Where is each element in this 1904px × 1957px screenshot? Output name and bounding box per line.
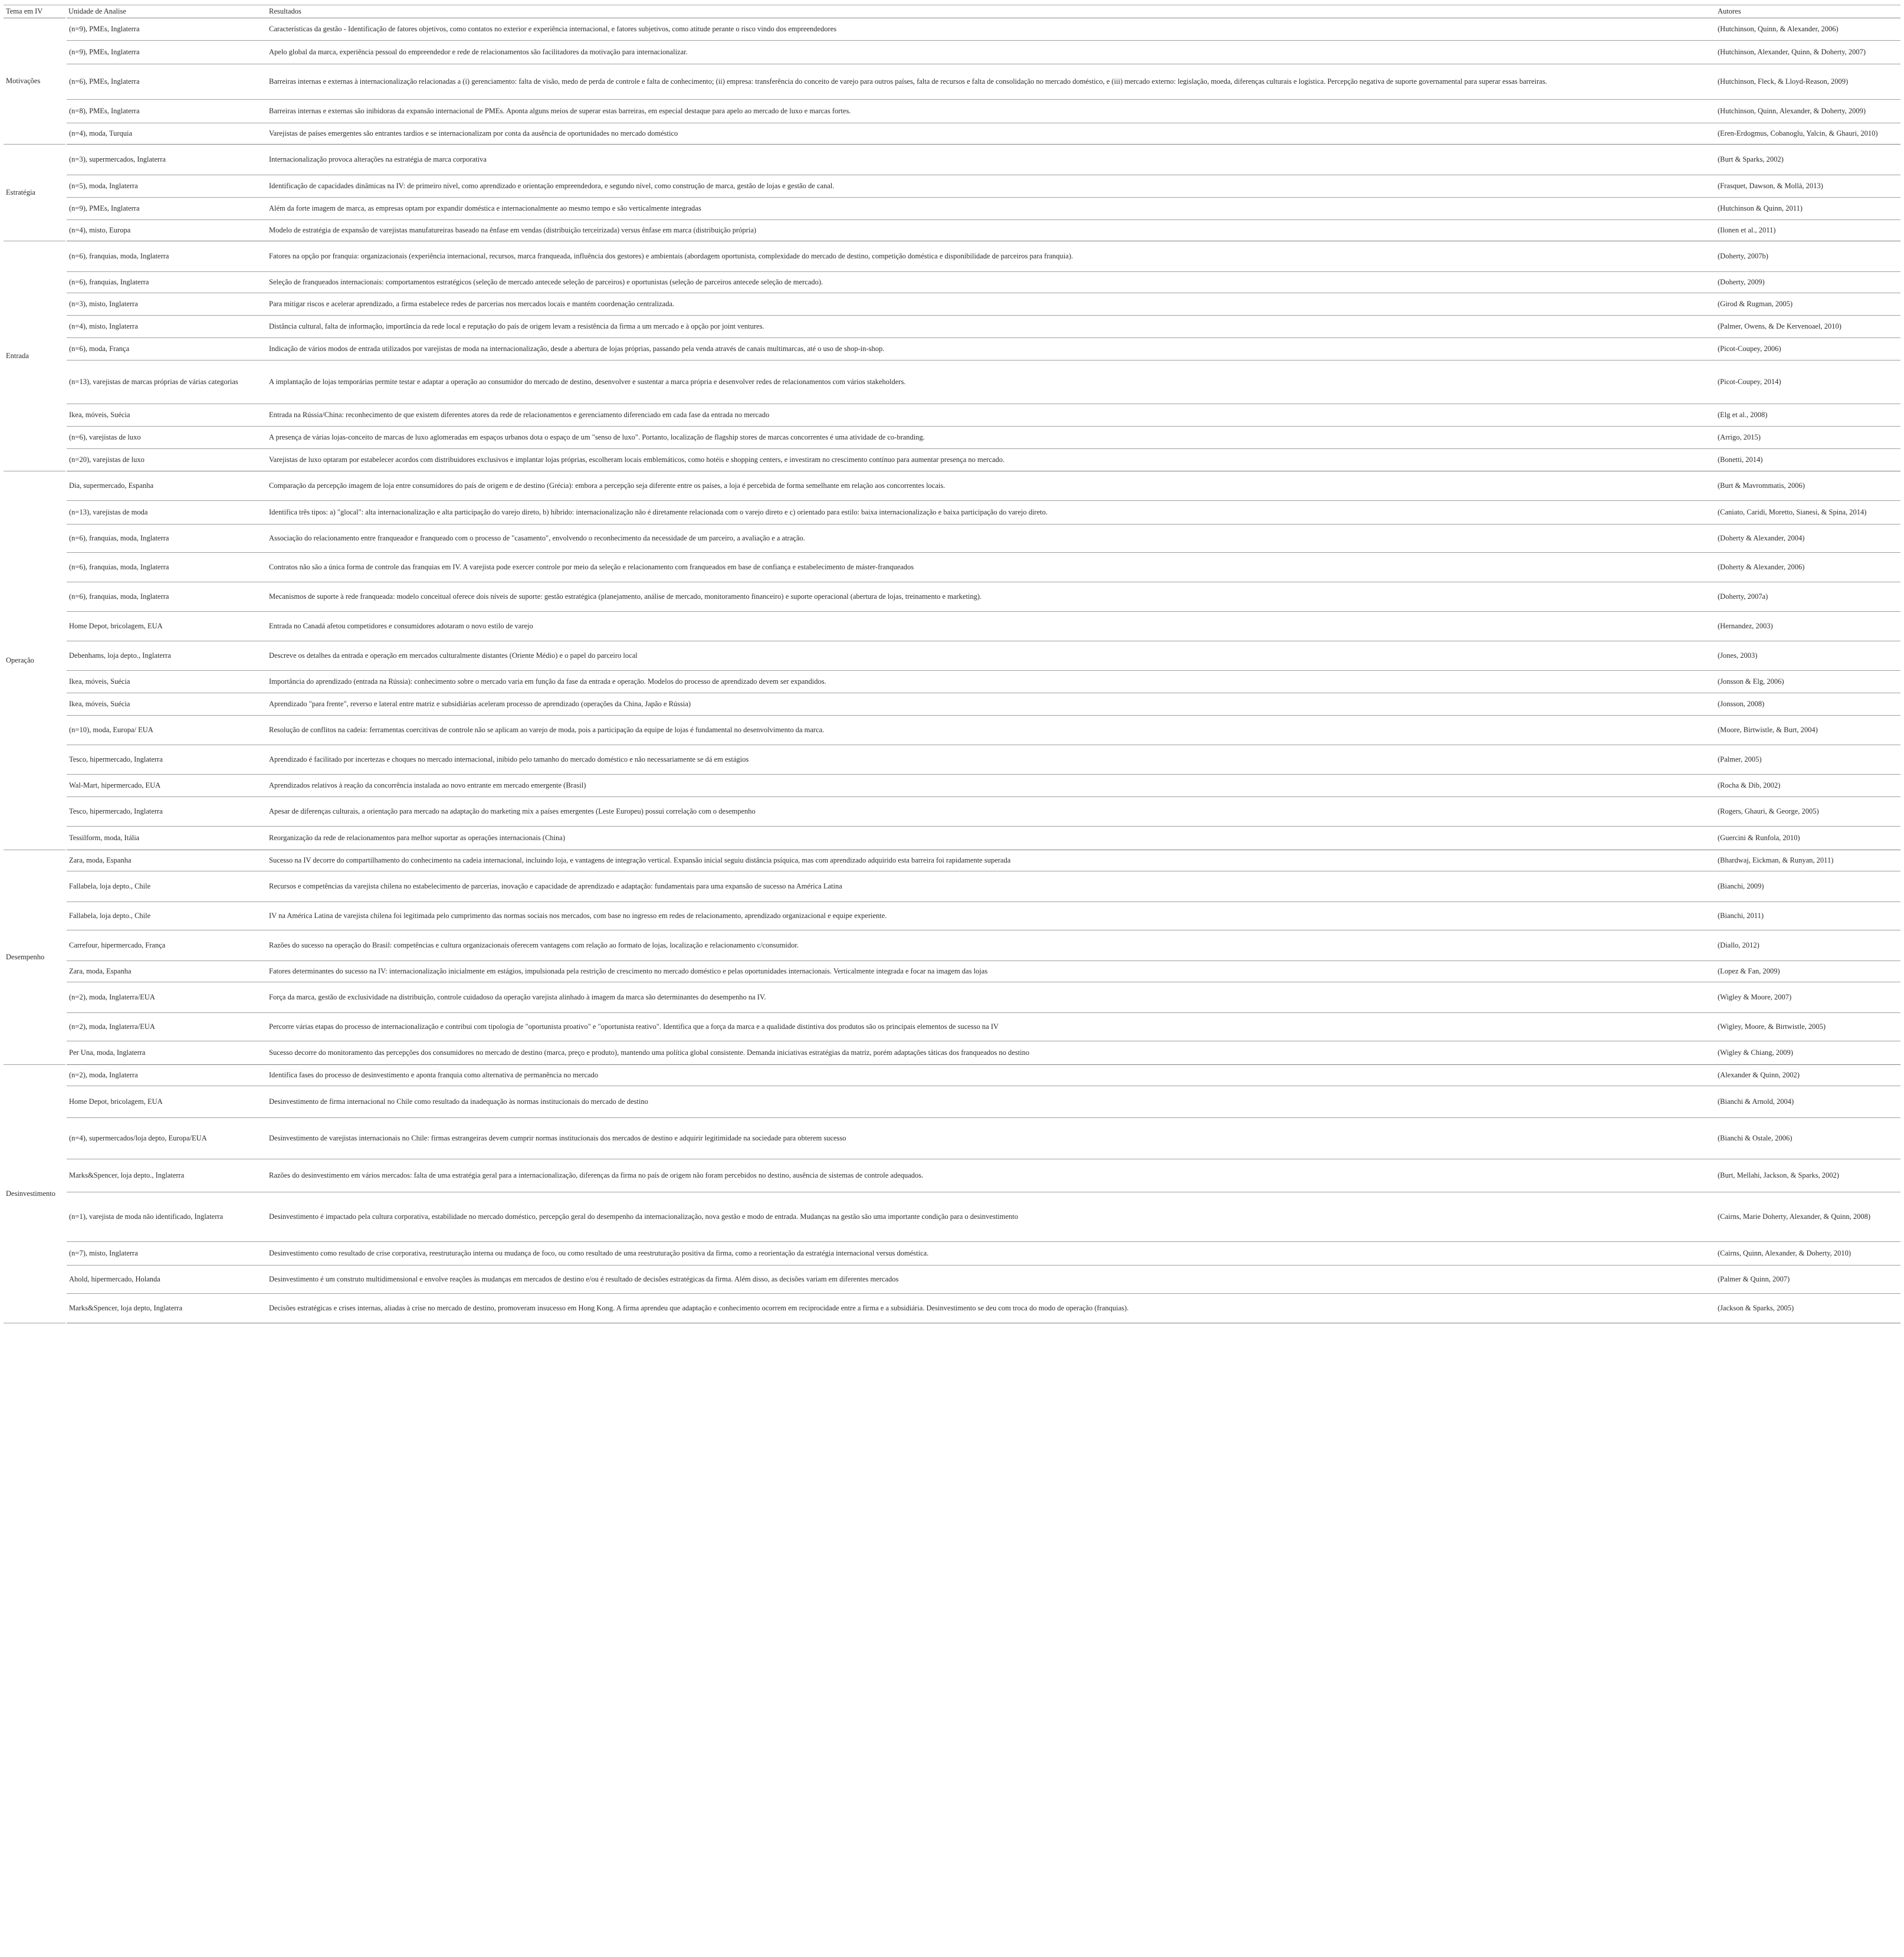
unit-cell: (n=8), PMEs, Inglaterra [66, 100, 267, 123]
authors-cell: (Doherty & Alexander, 2004) [1715, 525, 1900, 553]
unit-cell: (n=2), moda, Inglaterra/EUA [66, 1013, 267, 1041]
result-cell: Associação do relacionamento entre franqueador e franqueado com o processo de "casamento", envolvendo o reconhecimento da necessidade de um parceiro, a avaliação e a atração. [267, 525, 1715, 553]
authors-cell: (Burt & Sparks, 2002) [1715, 145, 1900, 175]
result-cell: Percorre várias etapas do processo de internacionalização e contribui com tipologia de "oportunista proativo" e "oportunista reativo". Identifica que a força da marca e a qualidade distintiva dos produtos são os principais elementos de sucesso na IV [267, 1013, 1715, 1041]
result-cell: Além da forte imagem de marca, as empresas optam por expandir doméstica e internacionalmente ao mesmo tempo e são verticalmente integradas [267, 198, 1715, 220]
authors-cell: (Hutchinson, Quinn, Alexander, & Doherty, 2009) [1715, 100, 1900, 123]
unit-cell: (n=2), moda, Inglaterra/EUA [66, 982, 267, 1013]
unit-cell: (n=9), PMEs, Inglaterra [66, 198, 267, 220]
authors-cell: (Jonsson & Elg, 2006) [1715, 671, 1900, 693]
result-cell: IV na América Latina de varejista chilena foi legitimada pelo cumprimento das normas sociais nos mercados, com base no ingresso em redes de relacionamento, aprendizado organizacional e equipe experiente. [267, 902, 1715, 930]
table-row [4, 1086, 1900, 1118]
table-row [4, 272, 1900, 293]
authors-cell: (Bianchi & Arnold, 2004) [1715, 1086, 1900, 1118]
unit-cell: (n=6), moda, França [66, 338, 267, 360]
result-cell: Apesar de diferenças culturais, a orientação para mercado na adaptação do marketing mix a países emergentes (Leste Europeu) possui correlação com o desempenho [267, 797, 1715, 827]
unit-cell: Ahold, hipermercado, Holanda [66, 1266, 267, 1294]
table-row [4, 930, 1900, 961]
result-cell: Apelo global da marca, experiência pessoal do empreendedor e rede de relacionamentos são facilitadores da motivação para internacionalizar. [267, 41, 1715, 64]
unit-cell: Marks&Spencer, loja depto, Inglaterra [66, 1294, 267, 1323]
authors-cell: (Elg et al., 2008) [1715, 404, 1900, 427]
table-body [4, 18, 1900, 1323]
table-row [4, 338, 1900, 360]
table-row [4, 902, 1900, 930]
table-row [4, 612, 1900, 641]
table-row [4, 1266, 1900, 1294]
table-row [4, 671, 1900, 693]
table-row [4, 641, 1900, 671]
unit-cell: (n=4), misto, Inglaterra [66, 316, 267, 338]
literature-review-table [4, 5, 1900, 1323]
table-row [4, 961, 1900, 982]
unit-cell: (n=6), franquias, moda, Inglaterra [66, 525, 267, 553]
unit-cell: (n=6), franquias, moda, Inglaterra [66, 553, 267, 582]
result-cell: Varejistas de países emergentes são entrantes tardios e se internacionalizam por conta da ausência de oportunidades no mercado doméstico [267, 123, 1715, 145]
result-cell: Aprendizados relativos à reação da concorrência instalada ao novo entrante em mercado emergente (Brasil) [267, 775, 1715, 797]
table-row [4, 693, 1900, 716]
authors-cell: (Jackson & Sparks, 2005) [1715, 1294, 1900, 1323]
unit-cell: Zara, moda, Espanha [66, 850, 267, 871]
unit-cell: (n=6), franquias, moda, Inglaterra [66, 582, 267, 612]
authors-cell: (Burt, Mellahi, Jackson, & Sparks, 2002) [1715, 1159, 1900, 1192]
result-cell: Desinvestimento de varejistas internacionais no Chile: firmas estrangeiras devem cumprir normas institucionais dos mercados de destino e adquirir legitimidade na sociedade para obterem sucesso [267, 1118, 1715, 1159]
table-row [4, 449, 1900, 471]
result-cell: Barreiras internas e externas à internacionalização relacionadas a (i) gerenciamento: falta de visão, medo de perda de controle e falta de conhecimento; (ii) empresa: transferência do conceito de varejo para outros países, falta de recursos e falta de consolidação no mercado doméstico, e (iii) mercado externo: legislação, moeda, diferenças culturais e logística. Percepção negativa de suporte governamental para superar essas barreiras. [267, 64, 1715, 100]
authors-cell: (Hutchinson & Quinn, 2011) [1715, 198, 1900, 220]
table-row [4, 360, 1900, 404]
authors-cell: (Picot-Coupey, 2006) [1715, 338, 1900, 360]
unit-cell: (n=1), varejista de moda não identificado, Inglaterra [66, 1192, 267, 1242]
result-cell: Contratos não são a única forma de controle das franquias em IV. A varejista pode exercer controle por meio da seleção e relacionamento com franqueados em base de confiança e estabelecimento de máster-franqueados [267, 553, 1715, 582]
result-cell: Razões do desinvestimento em vários mercados: falta de uma estratégia geral para a internacionalização, diferenças da firma no país de origem não foram percebidos no destino, ausência de sistemas de controle adequados. [267, 1159, 1715, 1192]
table-row [4, 871, 1900, 902]
unit-cell: (n=4), misto, Europa [66, 220, 267, 241]
unit-cell: Per Una, moda, Inglaterra [66, 1041, 267, 1065]
authors-cell: (Bhardwaj, Eickman, & Runyan, 2011) [1715, 850, 1900, 871]
table-row [4, 145, 1900, 175]
result-cell: Internacionalização provoca alterações na estratégia de marca corporativa [267, 145, 1715, 175]
authors-cell: (Doherty & Alexander, 2006) [1715, 553, 1900, 582]
unit-cell: (n=6), PMEs, Inglaterra [66, 64, 267, 100]
unit-cell: Tesco, hipermercado, Inglaterra [66, 745, 267, 775]
unit-cell: Dia, supermercado, Espanha [66, 471, 267, 501]
result-cell: Características da gestão - Identificação de fatores objetivos, como contatos no exterior e experiência internacional, e fatores subjetivos, como atitude perante o risco vindo dos empreendedores [267, 18, 1715, 41]
theme-cell: Entrada [4, 241, 66, 471]
theme-cell: Desempenho [4, 850, 66, 1065]
unit-cell: (n=13), varejistas de moda [66, 501, 267, 525]
result-cell: Desinvestimento de firma internacional no Chile como resultado da inadequação às normas institucionais do mercado de destino [267, 1086, 1715, 1118]
header-authors: Autores [1715, 5, 1900, 18]
authors-cell: (Wigley & Chiang, 2009) [1715, 1041, 1900, 1065]
table-row [4, 1065, 1900, 1086]
authors-cell: (Cairns, Quinn, Alexander, & Doherty, 2010) [1715, 1242, 1900, 1266]
authors-cell: (Hernandez, 2003) [1715, 612, 1900, 641]
result-cell: Razões do sucesso na operação do Brasil: competências e cultura organizacionais oferecem vantagens com relação ao formato de lojas, localização e relacionamento c/consumidor. [267, 930, 1715, 961]
table-row [4, 1159, 1900, 1192]
authors-cell: (Lopez & Fan, 2009) [1715, 961, 1900, 982]
table-row [4, 220, 1900, 241]
authors-cell: (Cairns, Marie Doherty, Alexander, & Quinn, 2008) [1715, 1192, 1900, 1242]
unit-cell: Ikea, móveis, Suécia [66, 671, 267, 693]
table-row [4, 1041, 1900, 1065]
unit-cell: (n=6), varejistas de luxo [66, 427, 267, 449]
result-cell: Aprendizado "para frente", reverso e lateral entre matriz e subsidiárias aceleram processo de aprendizado (operações da China, Japão e Rússia) [267, 693, 1715, 716]
unit-cell: (n=6), franquias, Inglaterra [66, 272, 267, 293]
unit-cell: (n=10), moda, Europa/ EUA [66, 716, 267, 745]
authors-cell: (Bianchi & Ostale, 2006) [1715, 1118, 1900, 1159]
table-row [4, 982, 1900, 1013]
table-row [4, 1118, 1900, 1159]
authors-cell: (Ilonen et al., 2011) [1715, 220, 1900, 241]
table-row [4, 316, 1900, 338]
table-row [4, 123, 1900, 145]
table-row [4, 175, 1900, 198]
authors-cell: (Jones, 2003) [1715, 641, 1900, 671]
authors-cell: (Rogers, Ghauri, & George, 2005) [1715, 797, 1900, 827]
result-cell: Fatores na opção por franquia: organizacionais (experiência internacional, recursos, marca franqueada, influência dos gestores) e ambientais (abordagem oportunista, complexidade do mercado de destino, competição doméstica e disponibilidade de parceiros para franquia). [267, 241, 1715, 272]
authors-cell: (Picot-Coupey, 2014) [1715, 360, 1900, 404]
unit-cell: Tesco, hipermercado, Inglaterra [66, 797, 267, 827]
result-cell: Importância do aprendizado (entrada na Rússia): conhecimento sobre o mercado varia em função da fase da entrada e operação. Modelos do processo de aprendizado devem ser expandidos. [267, 671, 1715, 693]
authors-cell: (Girod & Rugman, 2005) [1715, 293, 1900, 316]
table-row [4, 100, 1900, 123]
unit-cell: Tessilform, moda, Itália [66, 827, 267, 850]
table-row [4, 198, 1900, 220]
table-row [4, 427, 1900, 449]
result-cell: Decisões estratégicas e crises internas, aliadas à crise no mercado de destino, promoveram insucesso em Hong Kong. A firma aprendeu que adaptação e conhecimento ocorrem em reciprocidade entre a firma e a subsidiária. Desinvestimento se deu com troca do modo de operação (franquias). [267, 1294, 1715, 1323]
result-cell: Modelo de estratégia de expansão de varejistas manufatureiras baseado na ênfase em vendas (distribuição terceirizada) versus ênfase em marca (distribuição própria) [267, 220, 1715, 241]
header-row [4, 5, 1900, 18]
table-row [4, 775, 1900, 797]
unit-cell: Carrefour, hipermercado, França [66, 930, 267, 961]
result-cell: Aprendizado é facilitado por incertezas e choques no mercado internacional, inibido pelo tamanho do mercado doméstico e não necessariamente se dá em estágios [267, 745, 1715, 775]
authors-cell: (Bonetti, 2014) [1715, 449, 1900, 471]
authors-cell: (Doherty, 2007a) [1715, 582, 1900, 612]
result-cell: Varejistas de luxo optaram por estabelecer acordos com distribuidores exclusivos e implantar lojas próprias, escolheram locais emblemáticos, como hotéis e shopping centers, e investiram no crescimento contínuo para aumentar presença no mercado. [267, 449, 1715, 471]
unit-cell: Ikea, móveis, Suécia [66, 693, 267, 716]
unit-cell: (n=2), moda, Inglaterra [66, 1065, 267, 1086]
table-row [4, 827, 1900, 850]
unit-cell: (n=5), moda, Inglaterra [66, 175, 267, 198]
result-cell: Comparação da percepção imagem de loja entre consumidores do país de origem e de destino (Grécia): embora a percepção seja diferente entre os países, a loja é percebida de forma semelhante em relação aos concorrentes locais. [267, 471, 1715, 501]
theme-cell: Operação [4, 471, 66, 850]
unit-cell: (n=4), moda, Turquia [66, 123, 267, 145]
result-cell: Entrada no Canadá afetou competidores e consumidores adotaram o novo estilo de varejo [267, 612, 1715, 641]
unit-cell: (n=20), varejistas de luxo [66, 449, 267, 471]
result-cell: Sucesso na IV decorre do compartilhamento do conhecimento na cadeia internacional, incluindo loja, e vantagens de integração vertical. Expansão inicial seguiu distância psíquica, mas com aprendizado adquirido esta barreira foi rapidamente superada [267, 850, 1715, 871]
authors-cell: (Wigley & Moore, 2007) [1715, 982, 1900, 1013]
result-cell: Distância cultural, falta de informação, importância da rede local e reputação do país de origem levam a resistência da firma a um mercado e à opção por joint ventures. [267, 316, 1715, 338]
table-row [4, 716, 1900, 745]
unit-cell: Fallabela, loja depto., Chile [66, 871, 267, 902]
authors-cell: (Diallo, 2012) [1715, 930, 1900, 961]
result-cell: Resolução de conflitos na cadeia: ferramentas coercitivas de controle não se aplicam ao varejo de moda, pois a participação da equipe de lojas é fundamental no desenvolvimento da marca. [267, 716, 1715, 745]
table-row [4, 745, 1900, 775]
theme-cell: Desinvestimento [4, 1065, 66, 1323]
unit-cell: (n=7), misto, Inglaterra [66, 1242, 267, 1266]
unit-cell: Marks&Spencer, loja depto., Inglaterra [66, 1159, 267, 1192]
authors-cell: (Palmer, 2005) [1715, 745, 1900, 775]
result-cell: Identifica fases do processo de desinvestimento e aponta franquia como alternativa de permanência no mercado [267, 1065, 1715, 1086]
result-cell: Recursos e competências da varejista chilena no estabelecimento de parcerias, inovação e capacidade de aprendizado e adaptação: fundamentais para uma expansão de sucesso na América Latina [267, 871, 1715, 902]
authors-cell: (Hutchinson, Fleck, & Lloyd-Reason, 2009) [1715, 64, 1900, 100]
unit-cell: Debenhams, loja depto., Inglaterra [66, 641, 267, 671]
result-cell: Fatores determinantes do sucesso na IV: internacionalização inicialmente em estágios, impulsionada pela restrição de crescimento no mercado doméstico e pelas oportunidades internacionais. Verticalmente integrada e focar na imagem das lojas [267, 961, 1715, 982]
authors-cell: (Hutchinson, Alexander, Quinn, & Doherty, 2007) [1715, 41, 1900, 64]
table-row [4, 1013, 1900, 1041]
result-cell: Desinvestimento é um construto multidimensional e envolve reações às mudanças em mercados de destino e/ou é resultado de decisões estratégicas da firma. Além disso, as decisões variam em diferentes mercados [267, 1266, 1715, 1294]
table-row [4, 1294, 1900, 1323]
authors-cell: (Moore, Birtwistle, & Burt, 2004) [1715, 716, 1900, 745]
authors-cell: (Jonsson, 2008) [1715, 693, 1900, 716]
result-cell: Para mitigar riscos e acelerar aprendizado, a firma estabelece redes de parcerias nos mercados locais e mantém coordenação centralizada. [267, 293, 1715, 316]
authors-cell: (Caniato, Caridi, Moretto, Sianesi, & Spina, 2014) [1715, 501, 1900, 525]
table-row [4, 850, 1900, 871]
result-cell: Entrada na Rússia/China: reconhecimento de que existem diferentes atores da rede de relacionamentos e gerenciamento diferenciado em cada fase da entrada no mercado [267, 404, 1715, 427]
unit-cell: Ikea, móveis, Suécia [66, 404, 267, 427]
authors-cell: (Palmer, Owens, & De Kervenoael, 2010) [1715, 316, 1900, 338]
table-row [4, 471, 1900, 501]
unit-cell: Wal-Mart, hipermercado, EUA [66, 775, 267, 797]
unit-cell: Home Depot, bricolagem, EUA [66, 1086, 267, 1118]
unit-cell: (n=3), supermercados, Inglaterra [66, 145, 267, 175]
unit-cell: (n=9), PMEs, Inglaterra [66, 18, 267, 41]
table-row [4, 64, 1900, 100]
table-row [4, 582, 1900, 612]
unit-cell: Zara, moda, Espanha [66, 961, 267, 982]
result-cell: Identifica três tipos: a) "glocal": alta internacionalização e alta participação do varejo direto, b) híbrido: internacionalização não é diretamente relacionada com o varejo direto e c) orientado para estilo: baixa internacionalização e baixa participação do varejo direto. [267, 501, 1715, 525]
header-unit: Unidade de Analise [66, 5, 267, 18]
result-cell: Força da marca, gestão de exclusividade na distribuição, controle cuidadoso da operação varejista alinhado à imagem da marca são determinantes do desempenho na IV. [267, 982, 1715, 1013]
unit-cell: (n=4), supermercados/loja depto, Europa/EUA [66, 1118, 267, 1159]
unit-cell: Home Depot, bricolagem, EUA [66, 612, 267, 641]
table-row [4, 525, 1900, 553]
authors-cell: (Bianchi, 2011) [1715, 902, 1900, 930]
table-row [4, 553, 1900, 582]
result-cell: Reorganização da rede de relacionamentos para melhor suportar as operações internacionais (China) [267, 827, 1715, 850]
authors-cell: (Burt & Mavrommatis, 2006) [1715, 471, 1900, 501]
result-cell: Desinvestimento como resultado de crise corporativa, reestruturação interna ou mudança de foco, ou como resultado de uma reestruturação positiva da firma, como a reorientação da estratégia internacional versus doméstica. [267, 1242, 1715, 1266]
authors-cell: (Rocha & Dib, 2002) [1715, 775, 1900, 797]
theme-cell: Motivações [4, 18, 66, 145]
header-theme: Tema em IV [4, 5, 66, 18]
table-row [4, 18, 1900, 41]
table-row [4, 293, 1900, 316]
unit-cell: (n=3), misto, Inglaterra [66, 293, 267, 316]
result-cell: Sucesso decorre do monitoramento das percepções dos consumidores no mercado de destino (marca, preço e produto), mantendo uma política global consistente. Demanda iniciativas estratégias da matriz, porém adaptações táticas dos franqueados no destino [267, 1041, 1715, 1065]
table-row [4, 1242, 1900, 1266]
unit-cell: (n=6), franquias, moda, Inglaterra [66, 241, 267, 272]
authors-cell: (Palmer & Quinn, 2007) [1715, 1266, 1900, 1294]
authors-cell: (Frasquet, Dawson, & Mollà, 2013) [1715, 175, 1900, 198]
result-cell: Indicação de vários modos de entrada utilizados por varejistas de moda na internacionalização, desde a abertura de lojas próprias, passando pela venda através de canais multimarcas, até o uso de shop-in-shop. [267, 338, 1715, 360]
table-row [4, 501, 1900, 525]
result-cell: A implantação de lojas temporárias permite testar e adaptar a operação ao consumidor do mercado de destino, desenvolver e sustentar a marca própria e desenvolver redes de relacionamentos com vários stakeholders. [267, 360, 1715, 404]
unit-cell: (n=9), PMEs, Inglaterra [66, 41, 267, 64]
authors-cell: (Alexander & Quinn, 2002) [1715, 1065, 1900, 1086]
authors-cell: (Arrigo, 2015) [1715, 427, 1900, 449]
table-row [4, 404, 1900, 427]
authors-cell: (Doherty, 2009) [1715, 272, 1900, 293]
result-cell: Identificação de capacidades dinâmicas na IV: de primeiro nível, como aprendizado e orientação empreendedora, e segundo nível, como construção de marca, gestão de lojas e gestão de canal. [267, 175, 1715, 198]
authors-cell: (Hutchinson, Quinn, & Alexander, 2006) [1715, 18, 1900, 41]
header-results: Resultados [267, 5, 1715, 18]
authors-cell: (Wigley, Moore, & Birtwistle, 2005) [1715, 1013, 1900, 1041]
result-cell: Seleção de franqueados internacionais: comportamentos estratégicos (seleção de mercado antecede seleção de parceiros) e oportunistas (seleção de parceiros antecede seleção de mercado). [267, 272, 1715, 293]
table-row [4, 1192, 1900, 1242]
authors-cell: (Bianchi, 2009) [1715, 871, 1900, 902]
result-cell: Descreve os detalhes da entrada e operação em mercados culturalmente distantes (Oriente Médio) e o papel do parceiro local [267, 641, 1715, 671]
table-row [4, 797, 1900, 827]
unit-cell: Fallabela, loja depto., Chile [66, 902, 267, 930]
result-cell: Barreiras internas e externas são inibidoras da expansão internacional de PMEs. Aponta alguns meios de superar estas barreiras, em especial destaque para apelo ao mercado de luxo e marcas fortes. [267, 100, 1715, 123]
unit-cell: (n=13), varejistas de marcas próprias de várias categorias [66, 360, 267, 404]
result-cell: Mecanismos de suporte à rede franqueada: modelo conceitual oferece dois níveis de suporte: gestão estratégica (planejamento, análise de mercado, monitoramento financeiro) e suporte operacional (abertura de lojas, treinamento e marketing). [267, 582, 1715, 612]
table-row [4, 241, 1900, 272]
authors-cell: (Doherty, 2007b) [1715, 241, 1900, 272]
authors-cell: (Eren-Erdogmus, Cobanoglu, Yalcin, & Ghauri, 2010) [1715, 123, 1900, 145]
authors-cell: (Guercini & Runfola, 2010) [1715, 827, 1900, 850]
table-row [4, 41, 1900, 64]
result-cell: A presença de várias lojas-conceito de marcas de luxo aglomeradas em espaços urbanos dota o espaço de um "senso de luxo". Portanto, localização de flagship stores de marcas concorrentes é uma atividade de co-branding. [267, 427, 1715, 449]
theme-cell: Estratégia [4, 145, 66, 241]
result-cell: Desinvestimento é impactado pela cultura corporativa, estabilidade no mercado doméstico, percepção geral do desempenho da internacionalização, nova gestão e modo de entrada. Mudanças na gestão são uma importante condição para o desinvestimento [267, 1192, 1715, 1242]
